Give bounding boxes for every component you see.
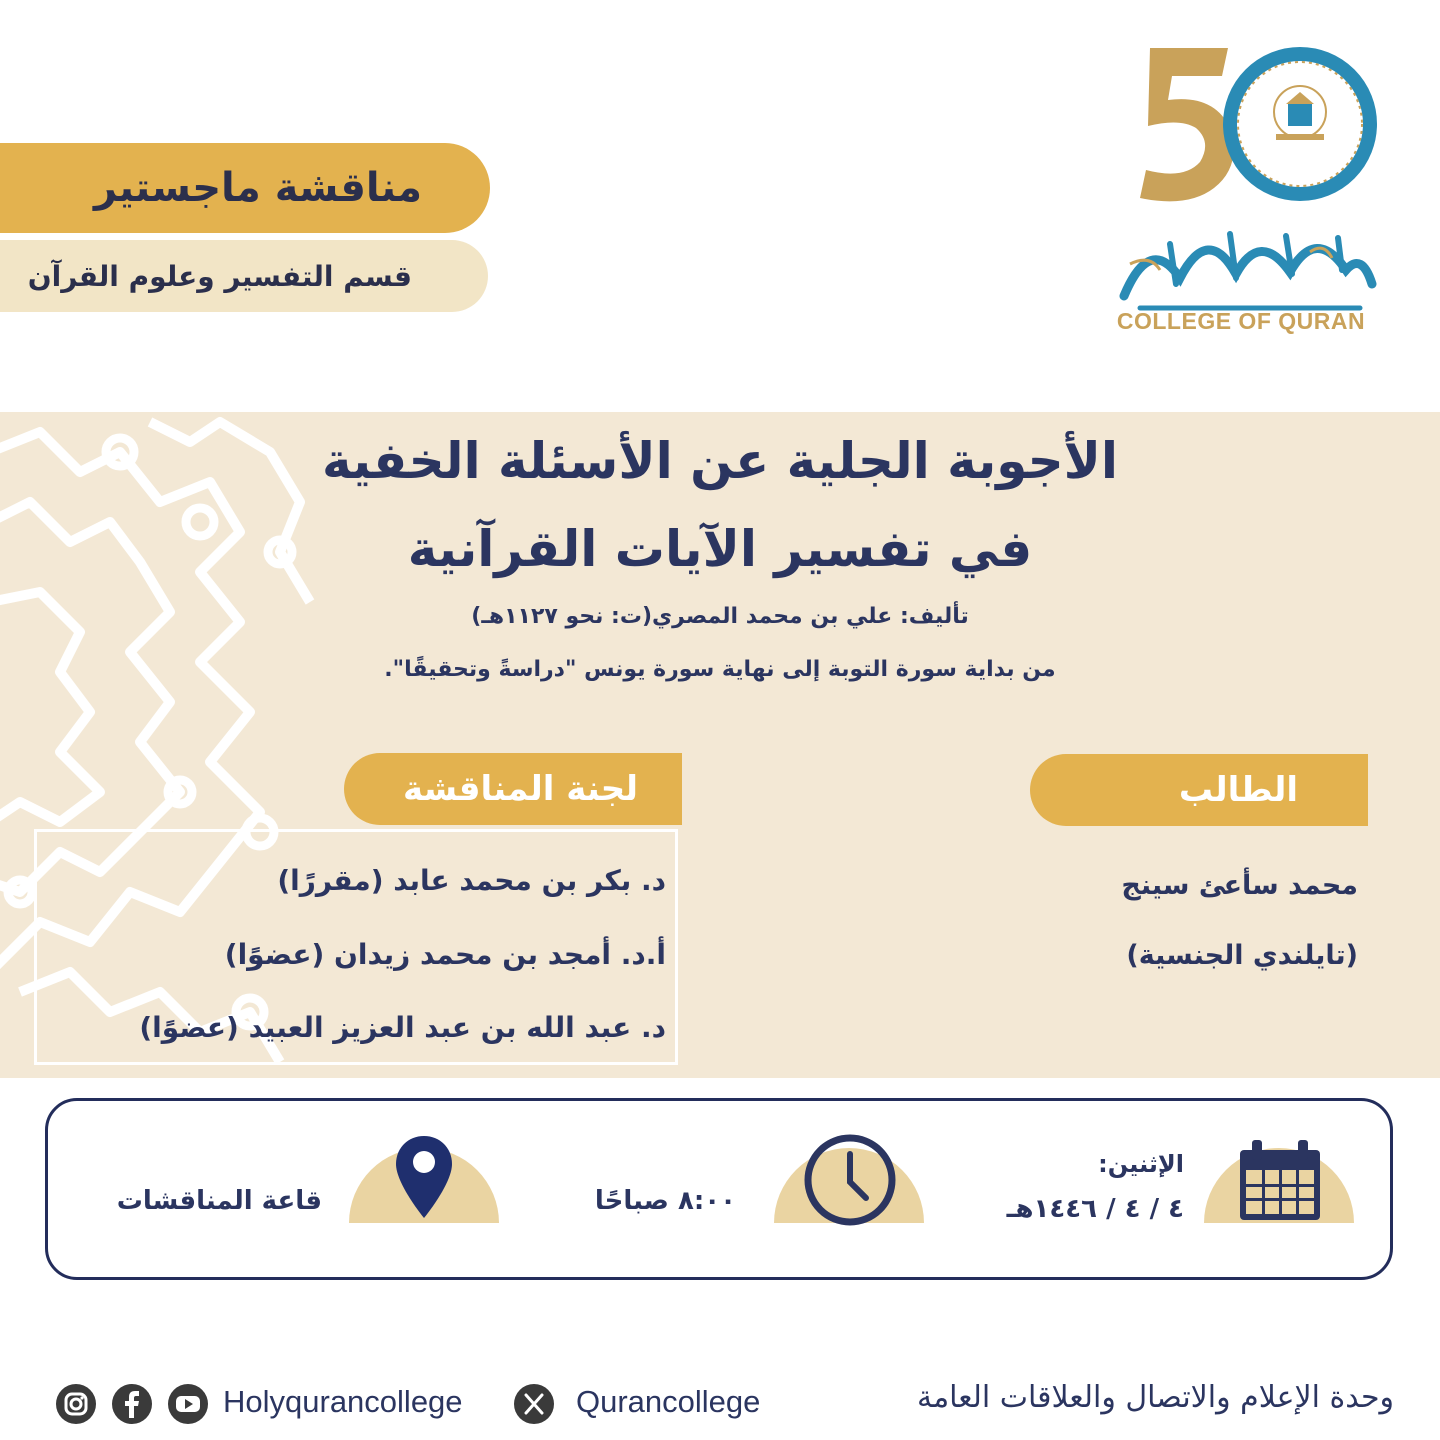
- committee-heading-label: لجنة المناقشة: [403, 769, 638, 809]
- social-handle-x[interactable]: Qurancollege: [576, 1384, 761, 1419]
- thesis-author: تأليف: علي بن محمد المصري(ت: نحو ١١٢٧هـ): [471, 604, 969, 629]
- college-logo: [1110, 38, 1380, 338]
- department-banner: [0, 240, 488, 312]
- x-icon[interactable]: [514, 1384, 554, 1424]
- day-label: الإثنين:: [1098, 1150, 1184, 1178]
- youtube-icon[interactable]: [168, 1384, 208, 1424]
- committee-member: د. عبد الله بن عبد العزيز العبيد (عضوًا): [139, 1011, 666, 1044]
- event-type-label: مناقشة ماجستير: [93, 165, 422, 211]
- clock-icon: [802, 1132, 898, 1228]
- committee-member: أ.د. أمجد بن محمد زيدان (عضوًا): [224, 938, 666, 971]
- thesis-title-line-1: الأجوبة الجلية عن الأسئلة الخفية: [321, 432, 1119, 490]
- time-value: ٨:٠٠ صباحًا: [594, 1186, 736, 1216]
- college-english-name: COLLEGE OF QURAN: [1116, 308, 1366, 334]
- committee-heading: [344, 753, 682, 825]
- instagram-icon[interactable]: [56, 1384, 96, 1424]
- thesis-title-line-2: في تفسير الآيات القرآنية: [407, 520, 1033, 578]
- student-heading: [1030, 754, 1368, 826]
- date-value: ٤ / ٤ / ١٤٤٦هـ: [1006, 1194, 1184, 1224]
- student-name: محمد سأعئ سينج: [1121, 870, 1358, 901]
- place-value: قاعة المناقشات: [116, 1186, 322, 1216]
- calendar-icon: [1236, 1138, 1324, 1224]
- committee-member: د. بكر بن محمد عابد (مقررًا): [277, 864, 666, 897]
- student-nationality: (تايلندي الجنسية): [1126, 940, 1358, 971]
- event-type-banner: [0, 143, 490, 233]
- facebook-icon[interactable]: [112, 1384, 152, 1424]
- location-pin-icon: [394, 1134, 454, 1220]
- department-label: قسم التفسير وعلوم القرآن: [27, 259, 412, 293]
- social-handle-main[interactable]: Holyqurancollege: [223, 1384, 463, 1419]
- media-unit-label: وحدة الإعلام والاتصال والعلاقات العامة: [917, 1380, 1394, 1415]
- thesis-scope: من بداية سورة التوبة إلى نهاية سورة يونس "دراسةً وتحقيقًا".: [384, 657, 1056, 682]
- student-heading-label: الطالب: [1178, 770, 1298, 810]
